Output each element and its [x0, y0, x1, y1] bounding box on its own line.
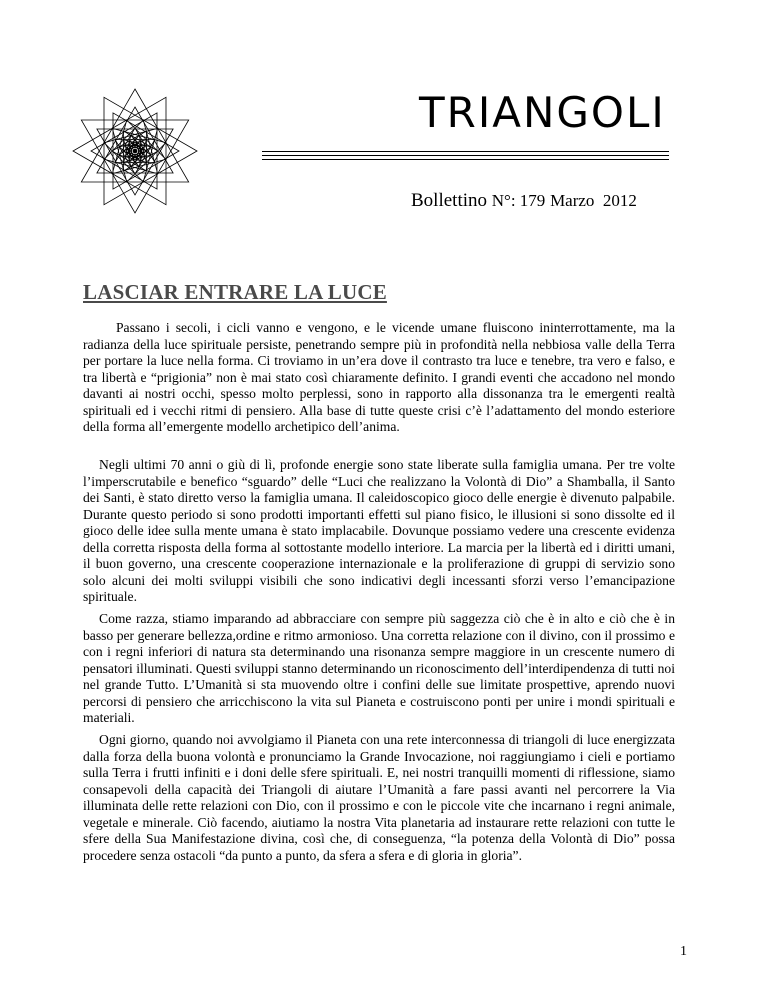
title-divider: [262, 155, 669, 156]
logo-center: [133, 149, 137, 153]
article-paragraph: Passano i secoli, i cicli vanno e vengono, e le vicende umane fluiscono ininterrottamente, ma la radianza della luce spirituale persiste, penetrando sempre più in profondità nella nebbiosa valle della Terra per portare la luce nella forma. Ci troviamo in un’era dove il contrasto tra luce e tenebre, tra vero e falso, e tra libertà e “prigionia” non è mai stato così chiaramente definito. I grandi eventi che accadono nel mondo davanti ai nostri occhi, spesso molto perplessi, sono in rapporto alla dissonanza tra le emergenti realtà spirituali ed i vecchi ritmi di pensiero. Alla base di tutte queste crisi c’è l’adattamento del mondo esteriore della forma all’emergente modello archetipico dell’anima.: [83, 320, 675, 434]
article-paragraph: Come razza, stiamo imparando ad abbracciare con sempre più saggezza ciò che è in alto e ciò che è in basso per generare bellezza,ordine e ritmo armonioso. Una corretta relazione con il divino, con il prossimo e con i regni inferiori di natura sta determinando una risonanza sempre maggiore in un crescente numero di pensatori illuminati. Questi sviluppi stanno determinando un riconoscimento dell’interdipendenza di tutti noi nel grande Tutto. L’Umanità si sta muovendo oltre i confini delle sue limitate prospettive, aprendo nuovi percorsi di pensiero che arricchiscono la vita sul Pianeta e costruiscono ponti per unire i mondi spirituali e materiali.: [83, 611, 675, 725]
logo-line: [104, 97, 197, 204]
logo-line: [81, 89, 188, 182]
logo-line: [81, 120, 188, 213]
bulletin-label: Bollettino: [411, 190, 487, 211]
star-mandala-icon: [70, 86, 200, 216]
article-paragraph: Ogni giorno, quando noi avvolgiamo il Pianeta con una rete interconnessa di triangoli di luce energizzata dalla forza della buona volontà e pronunciamo la Grande Invocazione, noi raggiungiamo i cieli e portiamo sulla Terra i frutti infiniti e i doni delle sfere spirituali. E, nei nostri tranquilli momenti di riflessione, siamo consapevoli della capacità dei Triangoli di aiutare l’Umanità a fare passi avanti nel percorrere la Via illuminata delle rette relazioni con Dio, con il prossimo e con le piccole vite che incarnano i regni animale, vegetale e minerale. Ciò facendo, aiutiamo la nostra Vita planetaria ad instaurare rette relazioni con tutte le sfere della Sua Manifestazione divina, così che, di conseguenza, “la potenza della Volontà di Dio” possa procedere senza ostacoli “da punto a punto, da sfera a sfera e di gloria in gloria”.: [83, 732, 675, 863]
newsletter-title: TRIANGOLI: [419, 88, 666, 137]
title-divider: [262, 159, 669, 160]
logo-line: [73, 97, 166, 204]
article-heading: LASCIAR ENTRARE LA LUCE: [83, 280, 387, 304]
page-number: 1: [680, 944, 687, 959]
bulletin-info: [411, 190, 637, 212]
bulletin-number: N°: 179: [491, 191, 546, 210]
bulletin-date: Marzo 2012: [550, 191, 637, 210]
article-paragraph: Negli ultimi 70 anni o giù di lì, profonde energie sono state liberate sulla famiglia umana. Per tre volte l’imperscrutabile e benefico “sguardo” delle “Luci che realizzano la Volontà di Dio” a Shamballa, il Santo dei Santi, è stato diretto verso la famiglia umana. Il caleidoscopico gioco delle energie è divenuto palpabile. Durante questo periodo si sono prodotti importanti effetti sul piano fisico, le illusioni si sono dissolte ed il gioco delle idee sulla mente umana è stato implacabile. Dovunque possiamo vedere una crescente evidenza della corretta risposta della forma al sottostante modello interiore. La marcia per la libertà ed i diritti umani, il buon governo, una crescente cooperazione internazionale e la proliferazione di gruppi di servizio sono solo alcuni dei molti sviluppi visibili che sono indicativi degli incessanti sforzi verso l’emancipazione spirituale.: [83, 457, 675, 604]
title-divider: [262, 151, 669, 152]
